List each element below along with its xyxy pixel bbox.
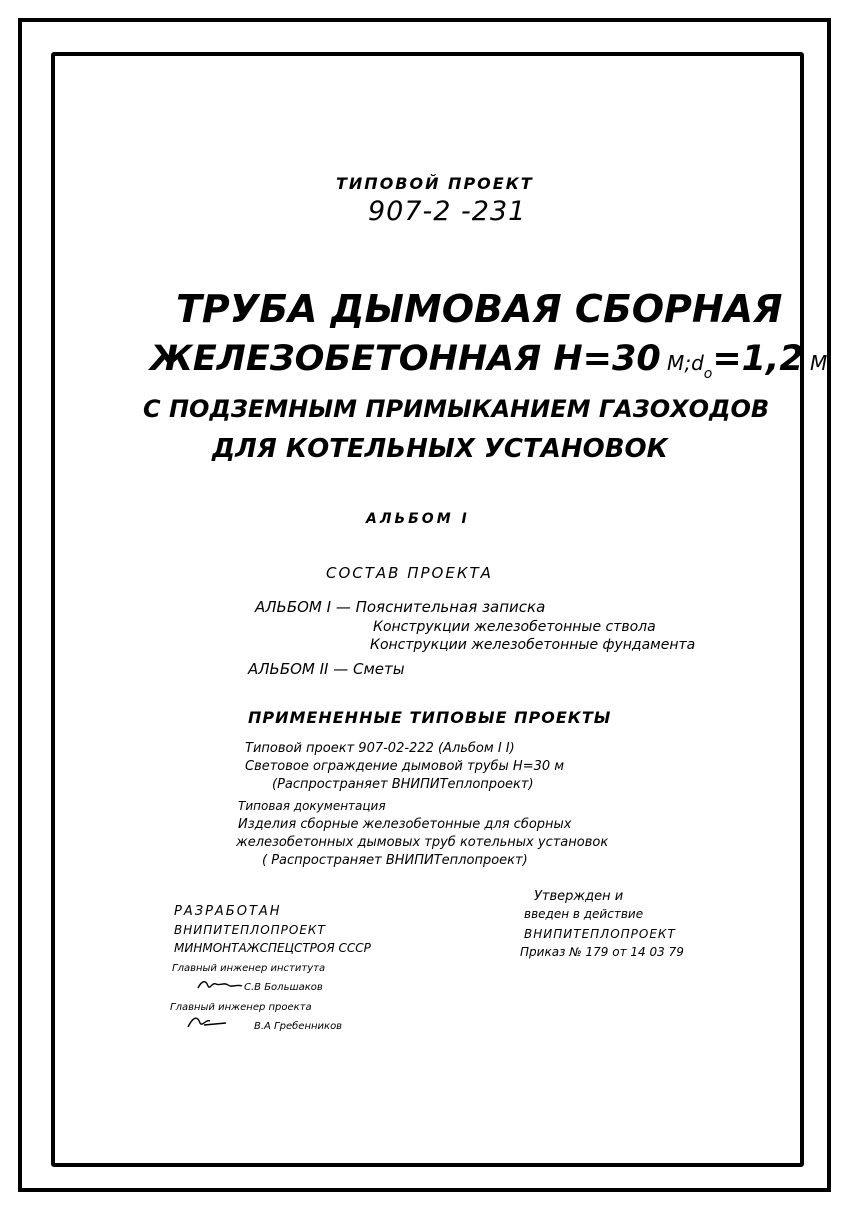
- developer-organization: ВНИПИТЕПЛОПРОЕКТ: [174, 923, 326, 937]
- approval-order: Приказ № 179 от 14 03 79: [520, 945, 684, 959]
- chief-engineer-project-title: Главный инженер проекта: [170, 1002, 312, 1013]
- title-line-2-d: d: [691, 351, 704, 375]
- title-line-4: ДЛЯ КОТЕЛЬНЫХ УСТАНОВОК: [212, 434, 668, 464]
- chief-engineer-institute-name: С.В Большаков: [244, 982, 323, 993]
- developed-by-label: РАЗРАБОТАН: [174, 904, 282, 919]
- title-line-2-main: ЖЕЛЕЗОБЕТОННАЯ Н=30: [150, 339, 661, 379]
- chief-engineer-project-name: В.А Гребенников: [254, 1021, 343, 1032]
- applied-line: Световое ограждение дымовой трубы Н=30 м: [245, 759, 565, 774]
- signature-icon: [196, 976, 244, 994]
- title-line-2-subscript: о: [703, 366, 713, 382]
- approval-line-1: Утвержден и: [534, 889, 624, 904]
- approval-organization: ВНИПИТЕПЛОПРОЕКТ: [524, 927, 676, 941]
- applied-projects-heading: ПРИМЕНЕННЫЕ ТИПОВЫЕ ПРОЕКТЫ: [248, 708, 612, 727]
- project-type-label: ТИПОВОЙ ПРОЕКТ: [336, 174, 534, 193]
- title-line-2-unit-2: М: [803, 351, 828, 375]
- applied-line: Типовая документация: [238, 799, 386, 813]
- applied-line: железобетонных дымовых труб котельных установок: [236, 835, 609, 850]
- composition-heading: СОСТАВ ПРОЕКТА: [326, 564, 493, 582]
- title-line-3: С ПОДЗЕМНЫМ ПРИМЫКАНИЕМ ГАЗОХОДОВ: [143, 395, 770, 423]
- composition-album-2: АЛЬБОМ II — Сметы: [248, 660, 405, 678]
- applied-line: Типовой проект 907-02-222 (Альбом I I): [245, 741, 515, 756]
- applied-line: (Распространяет ВНИПИТеплопроект): [272, 777, 534, 792]
- composition-album-1-line-2: Конструкции железобетонные ствола: [373, 619, 656, 635]
- developer-ministry: МИНМОНТАЖСПЕЦСТРОЯ СССР: [174, 941, 371, 955]
- applied-line: ( Распространяет ВНИПИТеплопроект): [262, 853, 528, 868]
- approval-line-2: введен в действие: [524, 907, 644, 921]
- applied-line: Изделия сборные железобетонные для сборных: [238, 817, 572, 832]
- album-label: АЛЬБОМ I: [366, 511, 470, 527]
- title-line-1: ТРУБА ДЫМОВАЯ СБОРНАЯ: [176, 287, 783, 331]
- project-number: 907-2 -231: [368, 196, 527, 227]
- title-line-2-unit-1: М;: [660, 351, 692, 375]
- signature-icon: [186, 1013, 230, 1031]
- composition-album-1-line-3: Конструкции железобетонные фундамента: [370, 637, 696, 653]
- composition-album-1: АЛЬБОМ I — Пояснительная записка: [255, 598, 546, 616]
- chief-engineer-institute-title: Главный инженер института: [172, 963, 326, 974]
- title-line-2: [150, 339, 828, 382]
- title-line-2-eq: =1,2: [712, 339, 804, 379]
